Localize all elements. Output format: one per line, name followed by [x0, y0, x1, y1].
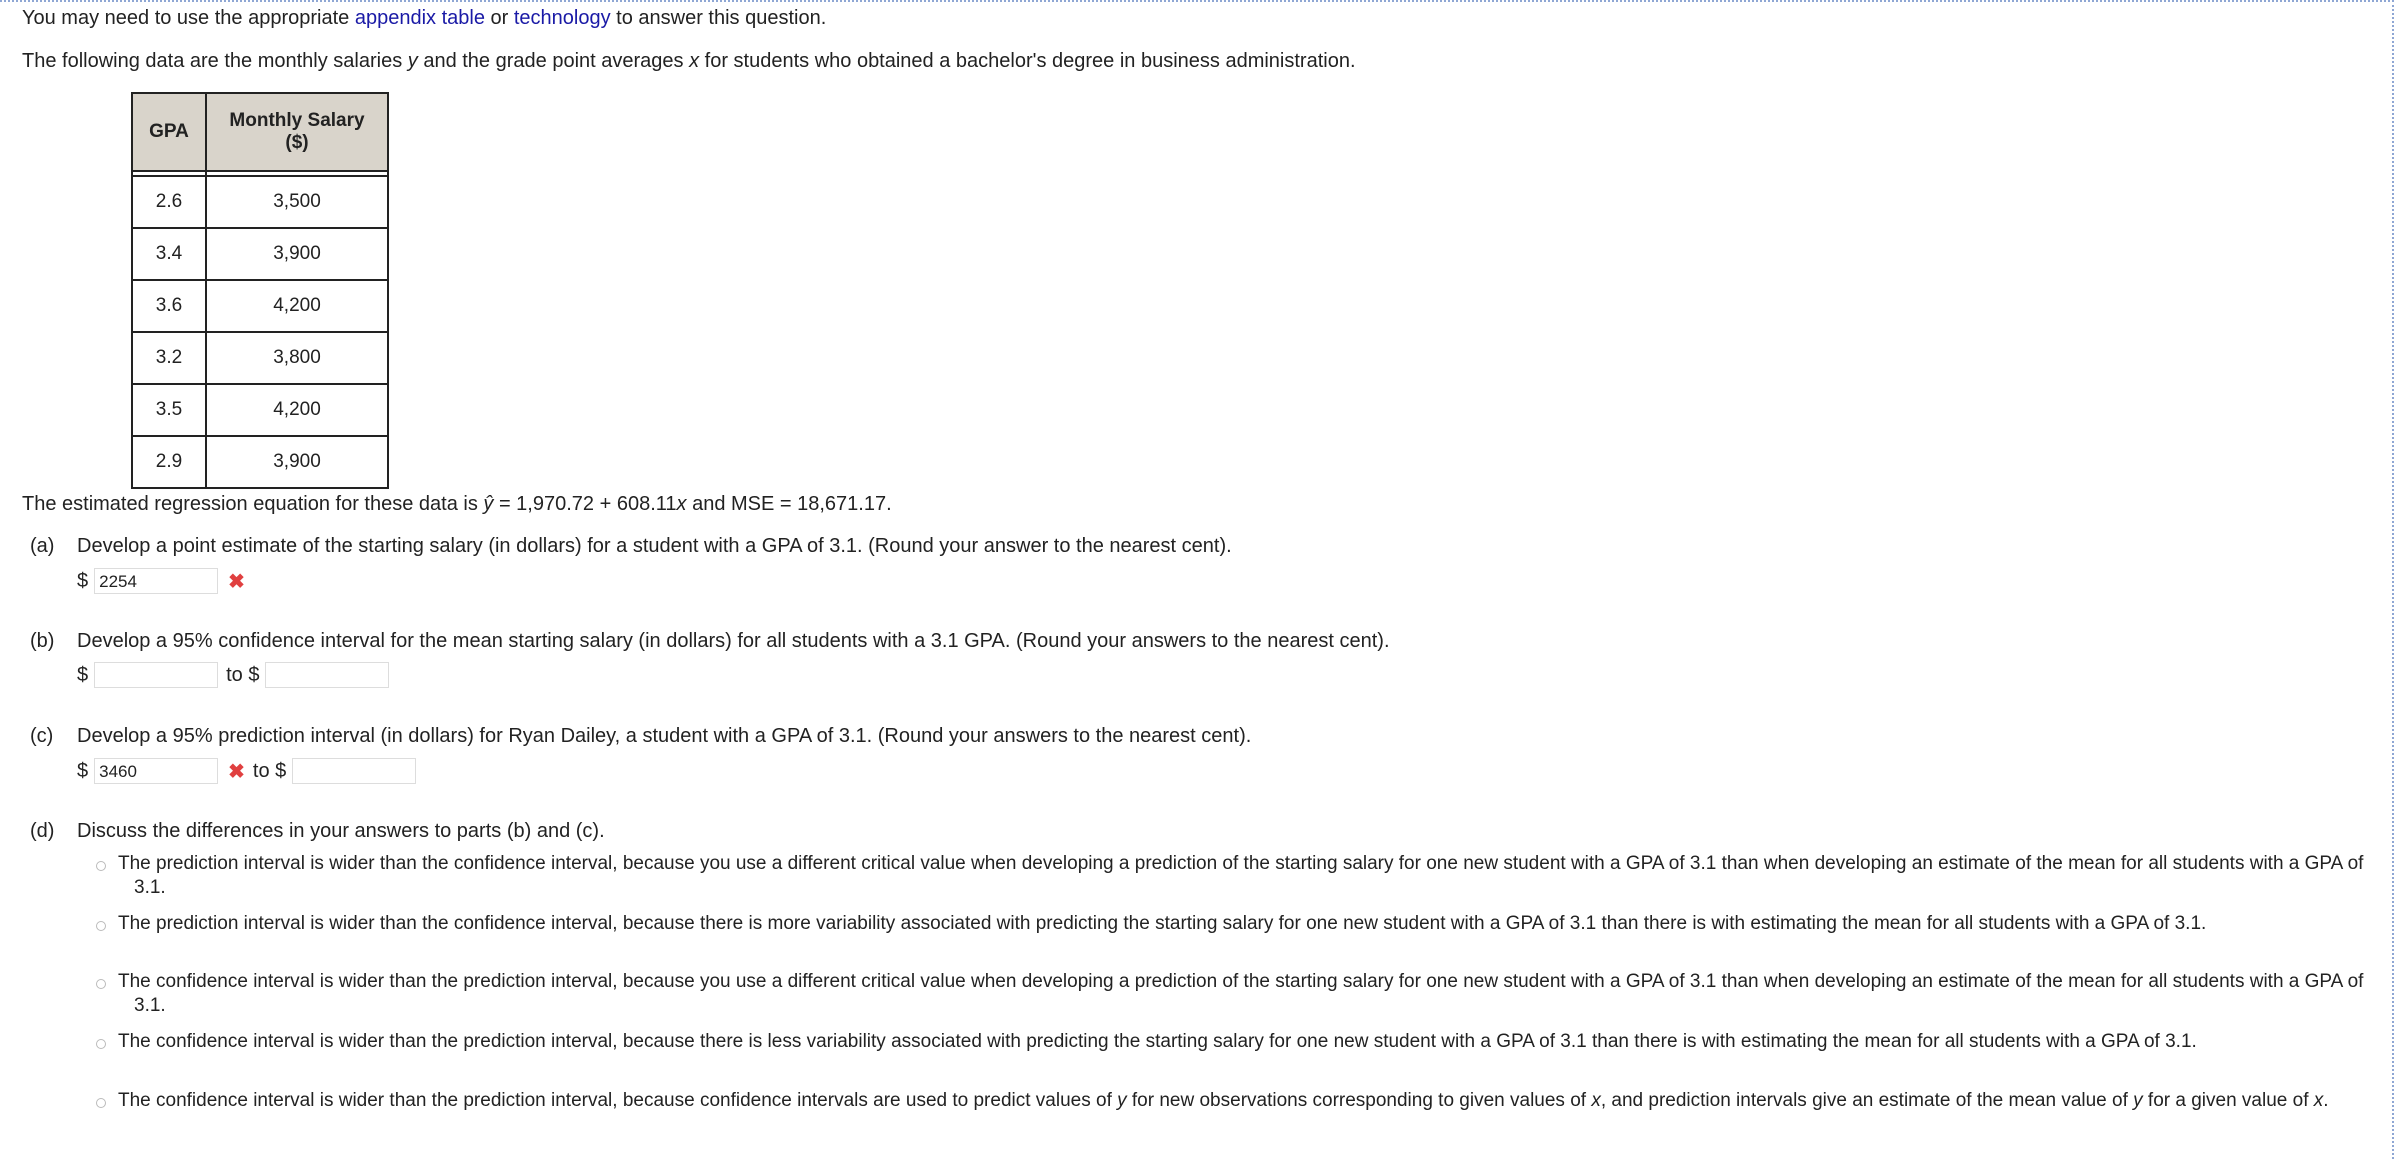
part-d-text: Discuss the differences in your answers to parts (b) and (c). — [77, 820, 605, 842]
part-c-answer — [77, 758, 416, 784]
dollar-sign: $ — [77, 759, 89, 782]
prediction-lower-input[interactable]: 3460 — [94, 758, 218, 784]
cell-gpa: 2.9 — [132, 436, 206, 488]
statement-b: and the grade point averages — [417, 50, 690, 72]
option-1[interactable] — [102, 852, 2370, 900]
incorrect-icon: ✖ — [228, 570, 245, 593]
intro-post: to answer this question. — [610, 7, 827, 29]
cell-salary: 4,200 — [206, 280, 388, 332]
cell-salary: 3,500 — [206, 176, 388, 228]
table-row — [132, 280, 388, 332]
regression-c: and MSE = 18,671.17. — [686, 493, 892, 515]
option-2[interactable] — [102, 912, 2370, 936]
option-text: The confidence interval is wider than the prediction interval, because you use a different critical value when developing a prediction of the starting salary for one new student with a GPA of 3.1 than when developing an estimate of the mean for all students with a GPA of 3.1. — [118, 971, 2364, 1016]
var-x: x — [1591, 1090, 1601, 1111]
radio-button[interactable] — [96, 1098, 106, 1108]
radio-button[interactable] — [96, 1039, 106, 1049]
part-b-answer — [77, 662, 389, 688]
cell-gpa: 2.6 — [132, 176, 206, 228]
confidence-lower-input[interactable] — [94, 662, 218, 688]
var-x: x — [676, 493, 687, 515]
option5-b: for new observations corresponding to given values of — [1126, 1090, 1592, 1111]
option-5[interactable] — [102, 1089, 2370, 1113]
to-label: to $ — [252, 759, 287, 782]
part-c-label: (c) — [30, 725, 54, 747]
table-row — [132, 228, 388, 280]
header-monthly-salary — [206, 93, 388, 171]
statement-c: for students who obtained a bachelor's degree in business administration. — [699, 50, 1356, 72]
var-x: x — [689, 50, 700, 72]
part-b-question — [30, 630, 1390, 653]
option-text: The prediction interval is wider than the confidence interval, because there is more variability associated with predicting the starting salary for one new student with a GPA of 3.1 than there is with estimating the mean for all students with a GPA of 3.1. — [118, 913, 2207, 934]
cell-gpa: 3.6 — [132, 280, 206, 332]
part-b-label: (b) — [30, 630, 55, 652]
var-x: x — [2313, 1090, 2324, 1111]
cell-salary: 3,900 — [206, 228, 388, 280]
var-y: y — [407, 50, 418, 72]
option5-e: . — [2323, 1090, 2329, 1111]
option-text: The confidence interval is wider than the prediction interval, because there is less variability associated with predicting the starting salary for one new student with a GPA of 3.1 than there is with estimating the mean for all students with a GPA of 3.1. — [118, 1031, 2197, 1052]
data-table — [131, 92, 389, 489]
regression-a: The estimated regression equation for these data is — [22, 493, 484, 515]
part-a-text: Develop a point estimate of the starting salary (in dollars) for a student with a GPA of 3.1. (Round your answer to the nearest cent). — [77, 535, 1232, 557]
radio-button[interactable] — [96, 921, 106, 931]
table-row — [132, 332, 388, 384]
header-salary-line1: Monthly Salary — [229, 110, 365, 131]
table-row — [132, 436, 388, 488]
table-row — [132, 384, 388, 436]
to-label: to $ — [226, 663, 260, 686]
part-a-answer — [77, 568, 245, 594]
intro-text — [22, 7, 826, 30]
problem-statement — [22, 50, 1356, 73]
option-text: The prediction interval is wider than the confidence interval, because you use a different critical value when developing a prediction of the starting salary for one new student with a GPA of 3.1 than when developing an estimate of the mean for all students with a GPA of 3.1. — [118, 853, 2364, 898]
var-y: y — [1117, 1090, 1127, 1111]
dollar-sign: $ — [77, 663, 89, 686]
var-yhat: ŷ — [483, 493, 494, 515]
header-gpa: GPA — [132, 93, 206, 171]
cell-salary: 3,900 — [206, 436, 388, 488]
intro-mid: or — [484, 7, 514, 29]
part-d-question — [30, 820, 605, 843]
option-text — [118, 1089, 2370, 1113]
dollar-sign: $ — [77, 569, 89, 592]
option-3[interactable] — [102, 970, 2370, 1018]
intro-pre: You may need to use the appropriate — [22, 7, 355, 29]
table-header-row — [132, 93, 388, 171]
header-salary-line2: ($) — [285, 132, 309, 153]
appendix-table-link[interactable]: appendix table — [354, 7, 485, 29]
option5-d: for a given value of — [2142, 1090, 2314, 1111]
prediction-upper-input[interactable] — [292, 758, 416, 784]
table-row — [132, 176, 388, 228]
cell-salary: 4,200 — [206, 384, 388, 436]
regression-equation — [22, 493, 892, 516]
option5-a: The confidence interval is wider than the prediction interval, because confidence intervals are used to predict values of — [118, 1090, 1118, 1111]
var-y: y — [2133, 1090, 2143, 1111]
cell-gpa: 3.5 — [132, 384, 206, 436]
point-estimate-input[interactable]: 2254 — [94, 568, 218, 594]
cell-gpa: 3.2 — [132, 332, 206, 384]
option-4[interactable] — [102, 1030, 2370, 1054]
part-a-label: (a) — [30, 535, 55, 557]
regression-b: = 1,970.72 + 608.11 — [493, 493, 677, 515]
part-b-text: Develop a 95% confidence interval for the mean starting salary (in dollars) for all students with a 3.1 GPA. (Round your answers to the nearest cent). — [77, 630, 1390, 652]
radio-button[interactable] — [96, 861, 106, 871]
incorrect-icon: ✖ — [228, 760, 245, 783]
radio-button[interactable] — [96, 979, 106, 989]
statement-a: The following data are the monthly salaries — [22, 50, 408, 72]
option5-c: , and prediction intervals give an estimate of the mean value of — [1600, 1090, 2134, 1111]
part-c-text: Develop a 95% prediction interval (in dollars) for Ryan Dailey, a student with a GPA of 3.1. (Round your answers to the nearest cent). — [77, 725, 1252, 747]
part-c-question — [30, 725, 1251, 748]
part-a-question — [30, 535, 1232, 558]
technology-link[interactable]: technology — [513, 7, 611, 29]
cell-salary: 3,800 — [206, 332, 388, 384]
confidence-upper-input[interactable] — [265, 662, 389, 688]
cell-gpa: 3.4 — [132, 228, 206, 280]
part-d-label: (d) — [30, 820, 55, 842]
